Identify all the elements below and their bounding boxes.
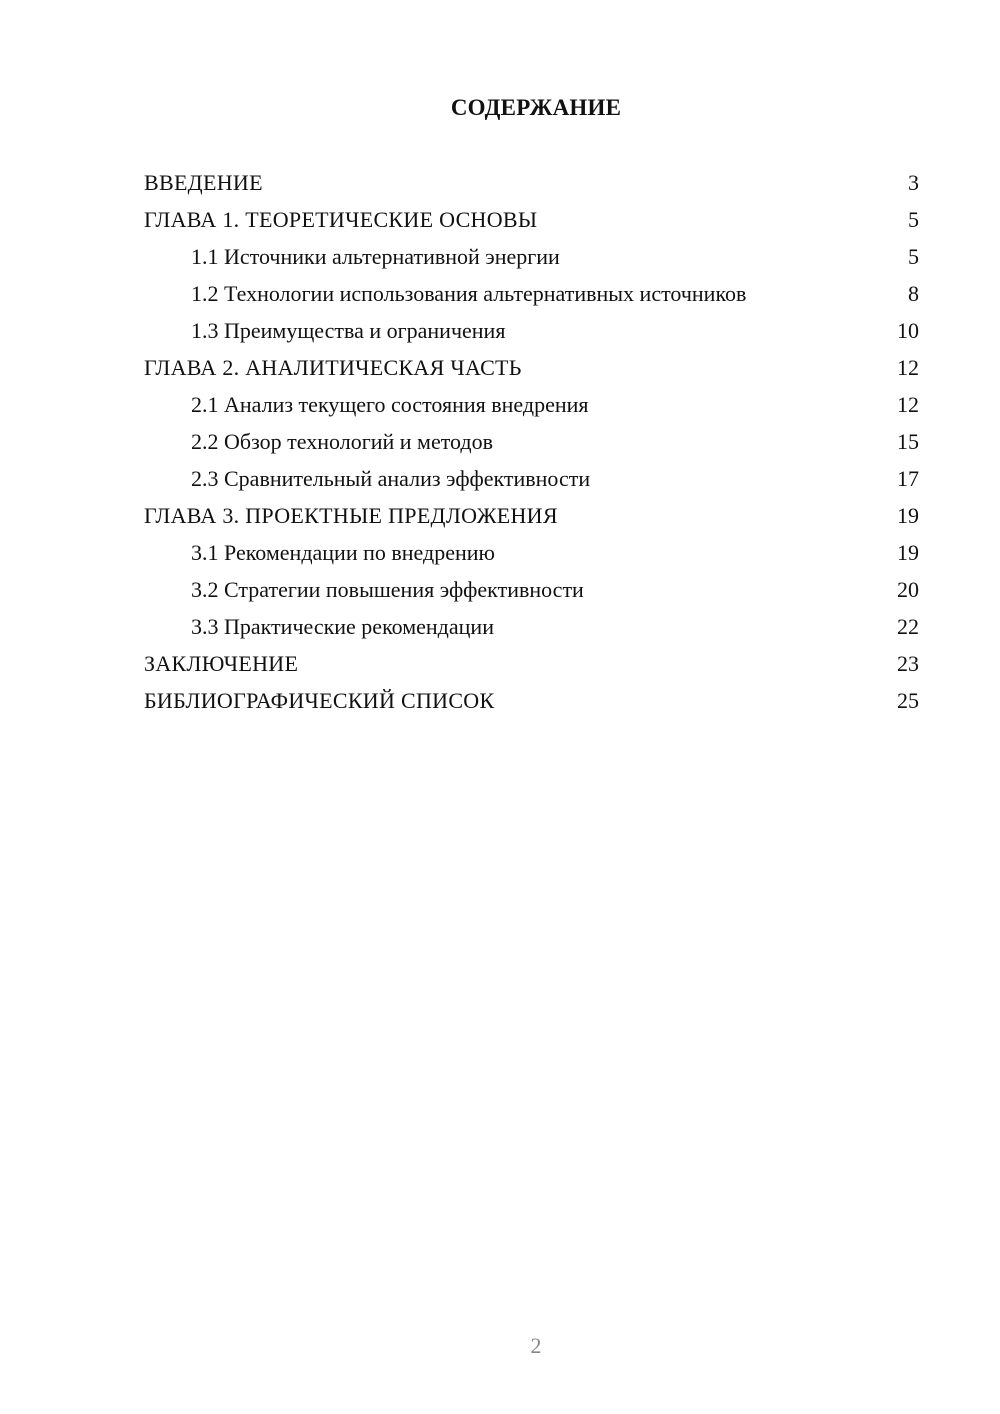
toc-entry-bibliography[interactable] <box>144 687 919 714</box>
toc-entry-section-1-3[interactable] <box>144 317 919 344</box>
toc-entry-chapter-2[interactable] <box>144 354 919 381</box>
toc-entry-introduction[interactable] <box>144 169 919 196</box>
toc-entry-section-1-2[interactable] <box>144 280 919 307</box>
toc-entry-page: 22 <box>897 614 919 639</box>
toc-entry-section-2-3[interactable] <box>144 465 919 492</box>
toc-entry-page: 23 <box>897 651 919 676</box>
toc-entry-section-3-1[interactable] <box>144 539 919 566</box>
toc-entry-label: ГЛАВА 3. ПРОЕКТНЫЕ ПРЕДЛОЖЕНИЯ <box>144 503 558 528</box>
toc-entry-label: 1.2 Технологии использования альтернативных источников <box>191 281 747 306</box>
toc-entry-label: 3.2 Стратегии повышения эффективности <box>191 577 584 602</box>
toc-entry-page: 12 <box>897 392 919 417</box>
toc-entry-page: 3 <box>908 170 919 195</box>
toc-entry-label: ГЛАВА 2. АНАЛИТИЧЕСКАЯ ЧАСТЬ <box>144 355 522 380</box>
toc-entry-page: 5 <box>908 244 919 269</box>
toc-title: СОДЕРЖАНИЕ <box>450 95 622 120</box>
toc-entry-page: 17 <box>897 466 919 491</box>
toc-entry-page: 19 <box>897 503 919 528</box>
table-of-contents <box>144 169 919 724</box>
toc-entry-label: 3.3 Практические рекомендации <box>191 614 494 639</box>
toc-entry-label: 1.3 Преимущества и ограничения <box>191 318 506 343</box>
page-number: 2 <box>530 1333 542 1358</box>
toc-entry-chapter-3[interactable] <box>144 502 919 529</box>
toc-entry-label: ГЛАВА 1. ТЕОРЕТИЧЕСКИЕ ОСНОВЫ <box>144 207 538 232</box>
toc-entry-label: 3.1 Рекомендации по внедрению <box>191 540 495 565</box>
toc-entry-page: 15 <box>897 429 919 454</box>
toc-entry-label: 2.1 Анализ текущего состояния внедрения <box>191 392 589 417</box>
toc-entry-section-3-2[interactable] <box>144 576 919 603</box>
toc-entry-label: 2.2 Обзор технологий и методов <box>191 429 493 454</box>
toc-entry-page: 10 <box>897 318 919 343</box>
toc-entry-page: 20 <box>897 577 919 602</box>
toc-entry-chapter-1[interactable] <box>144 206 919 233</box>
toc-entry-label: ЗАКЛЮЧЕНИЕ <box>144 651 299 676</box>
toc-entry-label: ВВЕДЕНИЕ <box>144 170 263 195</box>
toc-entry-conclusion[interactable] <box>144 650 919 677</box>
toc-entry-page: 8 <box>908 281 919 306</box>
toc-entry-section-3-3[interactable] <box>144 613 919 640</box>
toc-entry-section-2-2[interactable] <box>144 428 919 455</box>
toc-entry-section-1-1[interactable] <box>144 243 919 270</box>
toc-entry-section-2-1[interactable] <box>144 391 919 418</box>
toc-entry-page: 25 <box>897 688 919 713</box>
toc-entry-page: 5 <box>908 207 919 232</box>
toc-entry-label: 2.3 Сравнительный анализ эффективности <box>191 466 591 491</box>
toc-entry-label: 1.1 Источники альтернативной энергии <box>191 244 560 269</box>
toc-entry-label: БИБЛИОГРАФИЧЕСКИЙ СПИСОК <box>144 688 495 713</box>
toc-entry-page: 19 <box>897 540 919 565</box>
toc-entry-page: 12 <box>897 355 919 380</box>
